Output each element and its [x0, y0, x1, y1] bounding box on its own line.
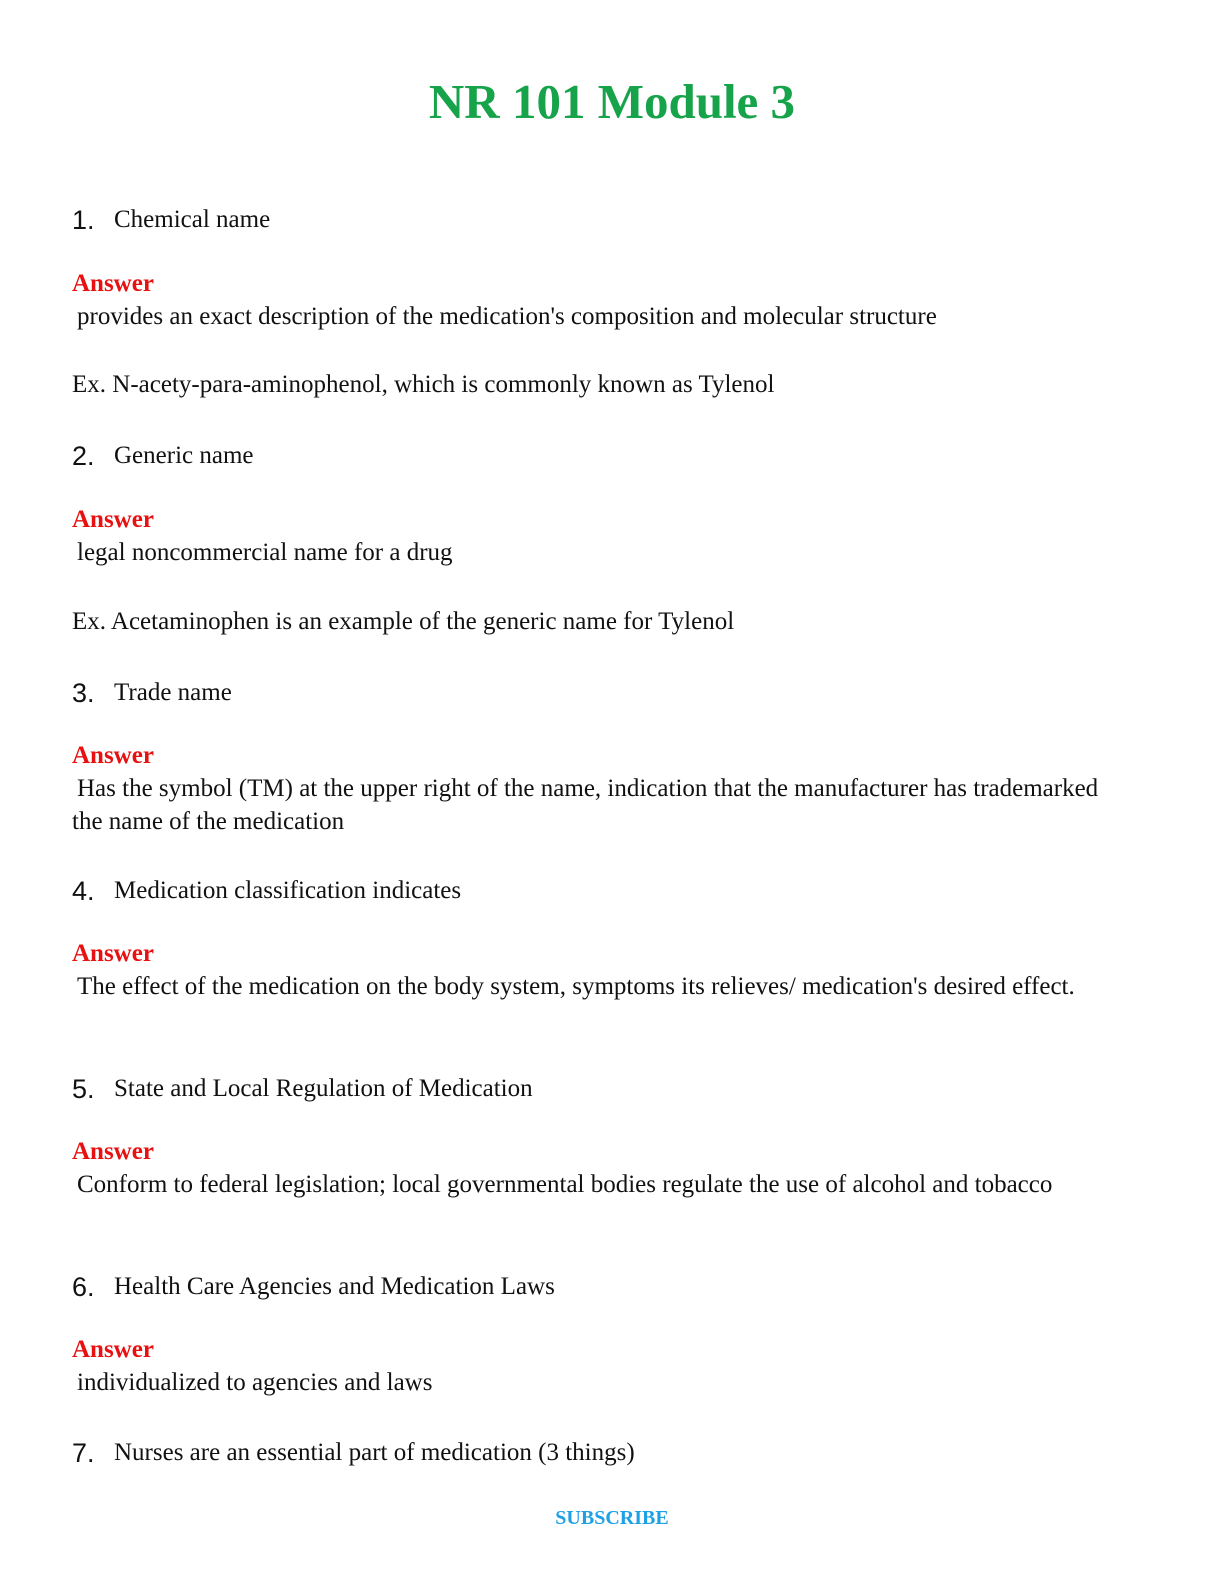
question-number: 7.: [72, 1438, 95, 1468]
answer-label: Answer: [72, 1138, 154, 1165]
question-7: [72, 1433, 1152, 1473]
question-number: 6.: [72, 1272, 95, 1302]
answer-label: Answer: [72, 742, 154, 769]
answer-label: Answer: [72, 1336, 154, 1363]
answer-text: Has the symbol (TM) at the upper right of the name, indication that the manufacturer has trademarked the name of the medication: [72, 775, 1099, 835]
question-1: [72, 200, 1152, 240]
answer-text: The effect of the medication on the body system, symptoms its relieves/ medication's desired effect.: [77, 973, 1075, 1000]
question-number: 1.: [72, 205, 95, 235]
answer-text: legal noncommercial name for a drug: [77, 539, 453, 566]
question-text: Trade name: [114, 679, 232, 706]
answer-label: Answer: [72, 506, 154, 533]
question-3: [72, 673, 1152, 713]
question-5: [72, 1069, 1152, 1109]
question-text: Nurses are an essential part of medication (3 things): [114, 1439, 635, 1466]
question-text: State and Local Regulation of Medication: [114, 1075, 533, 1102]
page-title: NR 101 Module 3: [428, 74, 796, 129]
example-text: Ex. N-acety-para-aminophenol, which is commonly known as Tylenol: [72, 371, 775, 398]
question-4: [72, 871, 1152, 911]
question-text: Health Care Agencies and Medication Laws: [114, 1273, 555, 1300]
answer-text: individualized to agencies and laws: [77, 1369, 433, 1396]
question-number: 4.: [72, 876, 95, 906]
example-text: Ex. Acetaminophen is an example of the generic name for Tylenol: [72, 608, 735, 635]
question-number: 5.: [72, 1074, 95, 1104]
question-text: Chemical name: [114, 206, 271, 233]
question-text: Generic name: [114, 442, 254, 469]
question-number: 3.: [72, 678, 95, 708]
question-number: 2.: [72, 441, 95, 471]
answer-label: Answer: [72, 270, 154, 297]
question-2: [72, 436, 1152, 476]
answer-text: Conform to federal legislation; local governmental bodies regulate the use of alcohol and tobacco: [77, 1171, 1053, 1198]
answer-label: Answer: [72, 940, 154, 967]
question-6: [72, 1267, 1152, 1307]
question-text: Medication classification indicates: [114, 877, 462, 904]
subscribe-link[interactable]: SUBSCRIBE: [555, 1507, 669, 1529]
answer-text: provides an exact description of the medication's composition and molecular structure: [77, 303, 937, 330]
